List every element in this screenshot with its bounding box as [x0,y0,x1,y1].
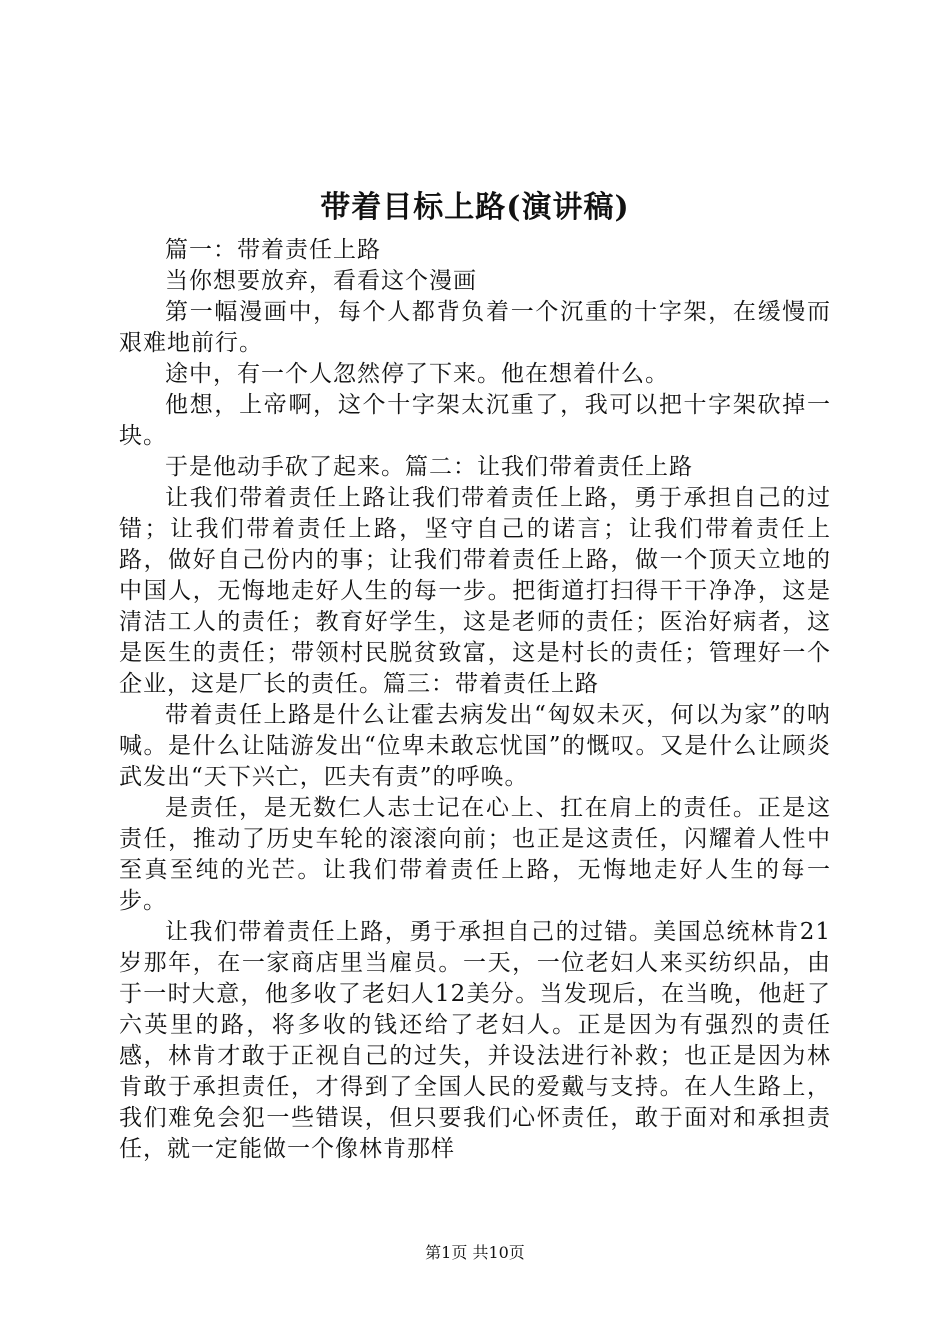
paragraph-part-two-heading: 于是他动手砍了起来。篇二：让我们带着责任上路 [165,454,693,480]
paragraph-historical-quotes: 带着责任上路是什么让霍去病发出“匈奴未灭，何以为家”的呐喊。是什么让陆游发出“位卑未敢忘忧国”的慨叹。又是什么让顾炎武发出“天下兴亡，匹夫有责”的呼唤。 [119,702,831,790]
paragraph-responsibility-list: 让我们带着责任上路让我们带着责任上路，勇于承担自己的过错；让我们带着责任上路，坚守自己的诺言；让我们带着责任上路，做好自己份内的事；让我们带着责任上路，做一个顶天立地的中国人，无悔地走好人生的每一步。把街道打扫得干干净净，这是清洁工人的责任；教育好学生，这是老师的责任；医治好病者，这是医生的责任；带领村民脱贫致富，这是村长的责任；管理好一个企业，这是厂长的责任。篇三：带着责任上路 [119,485,831,697]
paragraph-stopped: 途中，有一个人忽然停了下来。他在想着什么。 [165,361,669,387]
paragraph-responsibility-meaning: 是责任，是无数仁人志士记在心上、扛在肩上的责任。正是这责任，推动了历史车轮的滚滚向前；也正是这责任，闪耀着人性中至真至纯的光芒。让我们带着责任上路，无悔地走好人生的每一步。 [119,795,831,914]
paragraph-lincoln-story: 让我们带着责任上路，勇于承担自己的过错。美国总统林肯21岁那年，在一家商店里当雇员。一天，一位老妇人来买纺织品，由于一时大意，他多收了老妇人12美分。当发现后，在当晚，他赶了六英里的路，将多收的钱还给了老妇人。正是因为有强烈的责任感，林肯才敢于正视自己的过失，并设法进行补救；也正是因为林肯敢于承担责任，才得到了全国人民的爱戴与支持。在人生路上，我们难免会犯一些错误，但只要我们心怀责任，敢于面对和承担责任，就一定能做一个像林肯那样 [119,919,831,1162]
document-title: 带着目标上路(演讲稿) [320,190,630,225]
paragraph-part-one-heading: 篇一：带着责任上路 [165,237,381,263]
paragraph-first-comic: 第一幅漫画中，每个人都背负着一个沉重的十字架，在缓慢而艰难地前行。 [119,299,831,356]
page-number-footer: 第1页 共10页 [425,1243,525,1262]
paragraph-comic-intro: 当你想要放弃，看看这个漫画 [165,268,477,294]
paragraph-thought: 他想，上帝啊，这个十字架太沉重了，我可以把十字架砍掉一块。 [119,392,831,449]
document-body [119,235,831,1165]
